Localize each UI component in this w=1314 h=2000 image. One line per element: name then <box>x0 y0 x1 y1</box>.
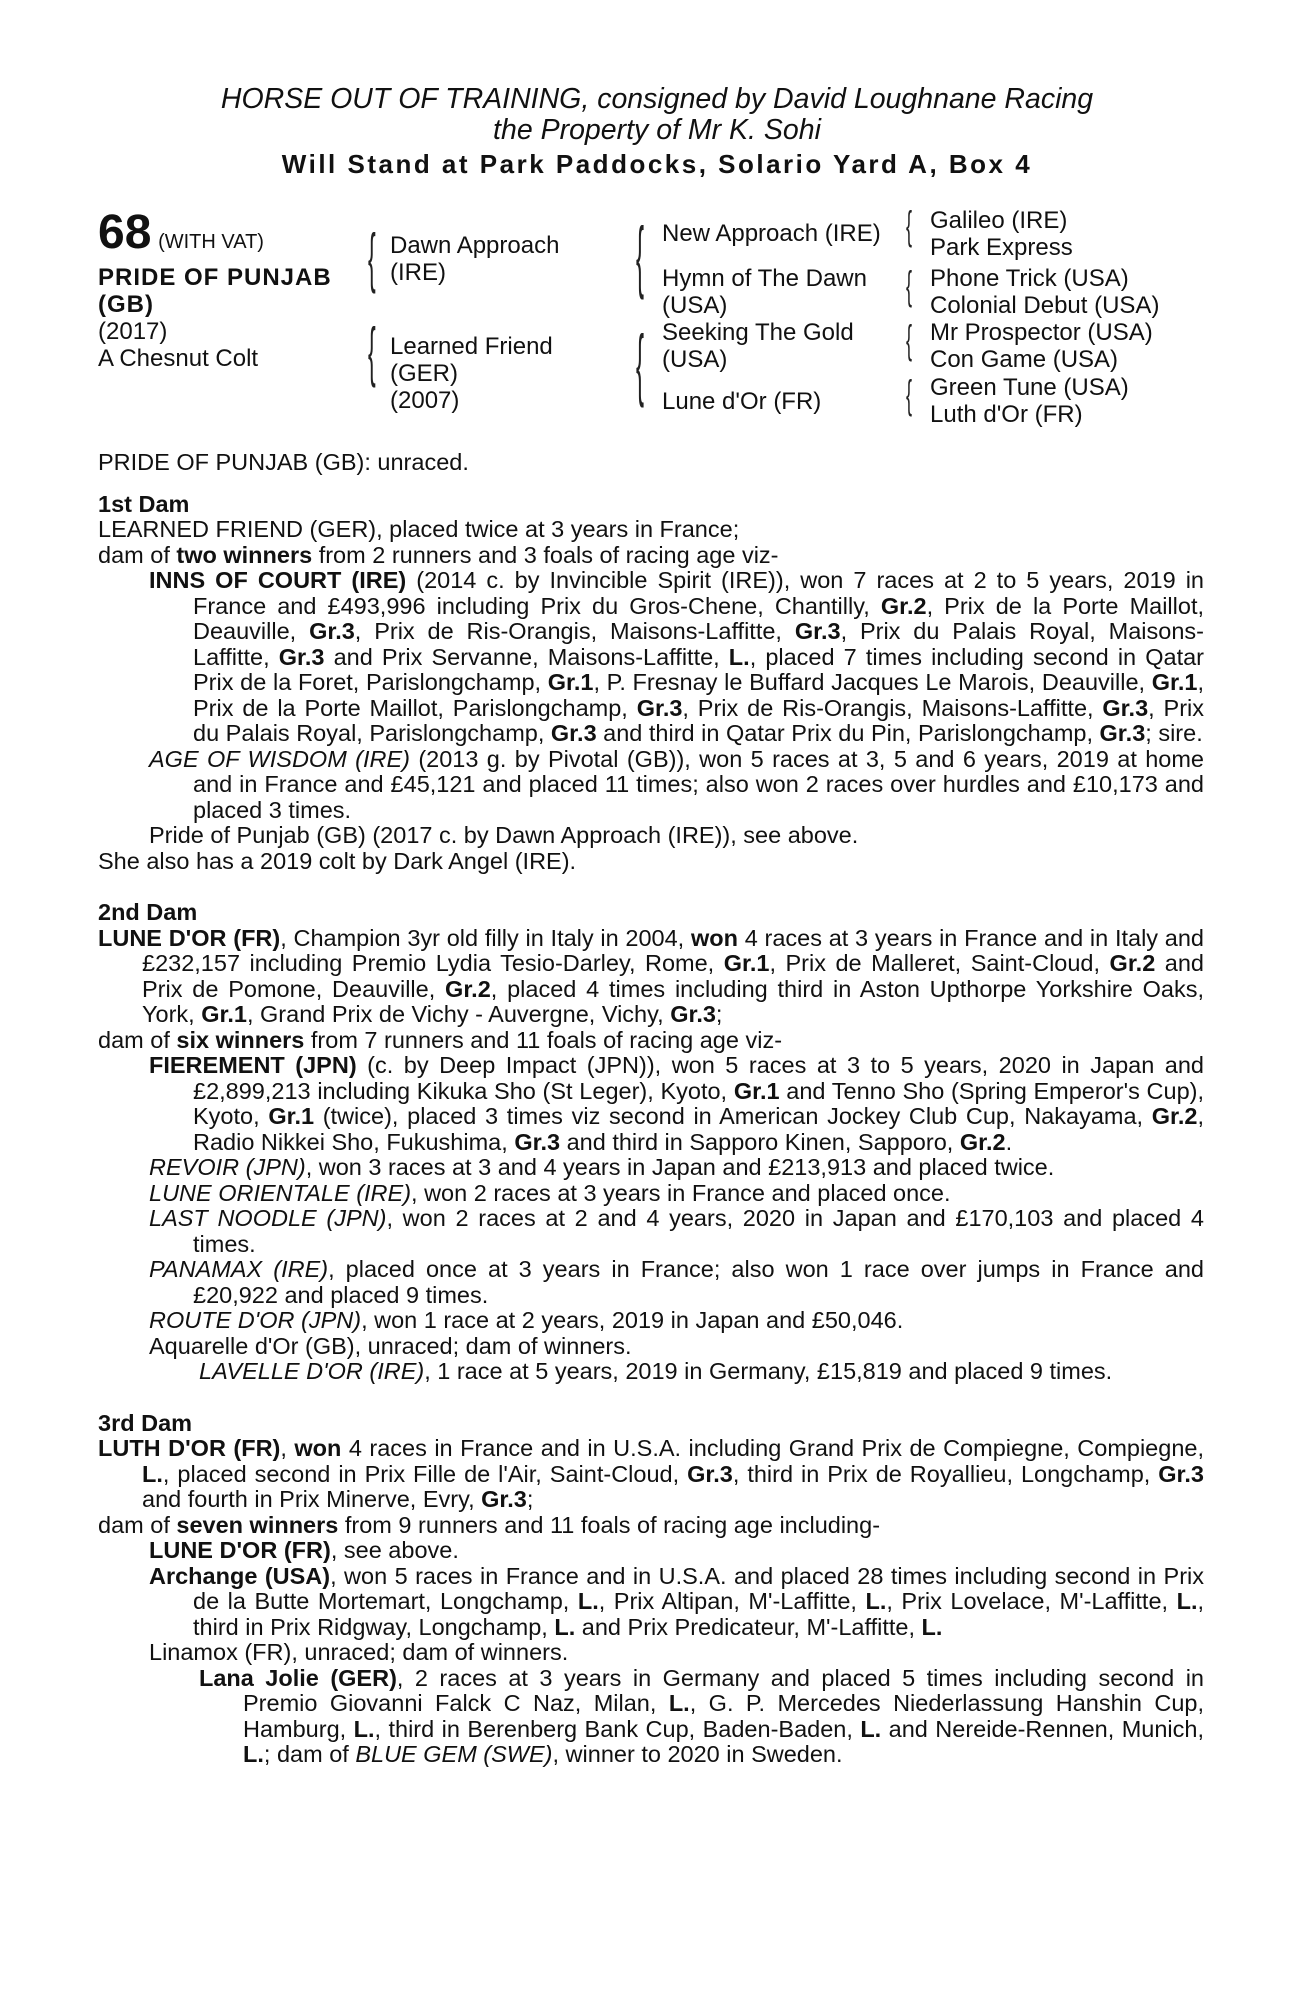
dam-dam-sire: Green Tune (USA) <box>930 374 1129 401</box>
property-line: the Property of Mr K. Sohi <box>493 114 821 146</box>
sire-sire-sire: Galileo (IRE) <box>930 207 1068 234</box>
dam-year: (2007) <box>390 387 460 414</box>
horse-country: (GB) <box>98 291 154 318</box>
produce-entry: Archange (USA), won 5 races in France and in U.S.A. and placed 28 times including second in Prix de la Butte Mortemart, Longchamp, L., Prix Altipan, M'-Laffitte, L., Prix Lovelace, M'-Laffitte, L., third in Prix Ridgway, Longchamp, L. and Prix Predicateur, M'-Laffitte, L. <box>149 1562 1205 1640</box>
unraced-note: PRIDE OF PUNJAB (GB): unraced. <box>98 449 469 475</box>
sire-sire-brace: { <box>636 211 645 300</box>
dam-sire-brace: { <box>636 319 645 408</box>
produce-entry: INNS OF COURT (IRE) (2014 c. by Invincible Spirit (IRE)), won 7 races at 2 to 5 years, 2019 in France and £493,996 including Prix du Gros-Chene, Chantilly, Gr.2, Prix de la Porte Maillot, Deauville, Gr.3, Prix de Ris-Orangis, Maisons-Laffitte, Gr.3, Prix du Palais Royal, Maisons-Laffitte, Gr.3 and Prix Servanne, Maisons-Laffitte, L., placed 7 times including second in Qatar Prix de la Foret, Parislongchamp, Gr.1, P. Fresnay le Buffard Jacques Le Marois, Deauville, Gr.1, Prix de la Porte Maillot, Parislongchamp, Gr.3, Prix de Ris-Orangis, Maisons-Laffitte, Gr.3, Prix du Palais Royal, Parislongchamp, Gr.3 and third in Qatar Prix du Pin, Parislongchamp, Gr.3; sire. <box>149 567 1204 746</box>
sire-country: (IRE) <box>390 259 446 286</box>
dam-country: (GER) <box>390 360 458 387</box>
produce-entry: Pride of Punjab (GB) (2017 c. by Dawn Approach (IRE)), see above. <box>149 822 859 848</box>
third-dam-produce: dam of seven winners from 9 runners and 11 foals of racing age including- <box>98 1511 881 1538</box>
sire-dam-country: (USA) <box>662 292 728 319</box>
sire-brace: { <box>368 220 376 294</box>
produce-entry: LAVELLE D'OR (IRE), 1 race at 5 years, 2019 in Germany, £15,819 and placed 9 times. <box>199 1358 1113 1384</box>
first-dam-foal: She also has a 2019 colt by Dark Angel (IRE). <box>98 847 577 874</box>
produce-entry: Aquarelle d'Or (GB), unraced; dam of winners. <box>149 1332 632 1359</box>
dam-brace: { <box>368 314 376 388</box>
dam-dam-dam: Luth d'Or (FR) <box>930 401 1083 428</box>
first-dam-produce: dam of two winners from 2 runners and 3 foals of racing age viz- <box>98 541 779 568</box>
dam-name: Learned Friend <box>390 333 553 360</box>
lot-info <box>98 208 332 372</box>
produce-entry: LUNE ORIENTALE (IRE), won 2 races at 3 years in France and placed once. <box>149 1179 951 1206</box>
catalogue-body <box>98 450 1204 1768</box>
second-dam-text: LUNE D'OR (FR), Champion 3yr old filly in Italy in 2004, won 4 races at 3 years in France and in Italy and £232,157 including Premio Lydia Tesio-Darley, Rome, Gr.1, Prix de Malleret, Saint-Cloud, Gr.2 and Prix de Pomone, Deauville, Gr.2, placed 4 times including third in Aston Upthorpe Yorkshire Oaks, York, Gr.1, Grand Prix de Vichy - Auvergne, Vichy, Gr.3; <box>98 924 1204 1027</box>
sire-sire: New Approach (IRE) <box>662 220 881 247</box>
third-dam-heading: 3rd Dam <box>98 1409 193 1436</box>
produce-entry: REVOIR (JPN), won 3 races at 3 and 4 years in Japan and £213,913 and placed twice. <box>149 1154 1055 1180</box>
produce-entry: ROUTE D'OR (JPN), won 1 race at 2 years, 2019 in Japan and £50,046. <box>149 1307 904 1333</box>
dam-sire-country: (USA) <box>662 346 728 373</box>
consignor-line: HORSE OUT OF TRAINING, consigned by David Loughnane Racing <box>220 83 1094 115</box>
produce-entry: AGE OF WISDOM (IRE) (2013 g. by Pivotal (GB)), won 5 races at 3, 5 and 6 years, 2019 at home and in France and £45,121 and placed 11 times; also won 2 races over hurdles and £10,173 and placed 3 times. <box>149 745 1204 823</box>
produce-entry: FIEREMENT (JPN) (c. by Deep Impact (JPN)), won 5 races at 3 to 5 years, 2020 in Japan and £2,899,213 including Kikuka Sho (St Leger), Kyoto, Gr.1 and Tenno Sho (Spring Emperor's Cup), Kyoto, Gr.1 (twice), placed 3 times viz second in American Jockey Club Cup, Nakayama, Gr.2, Radio Nikkei Sho, Fukushima, Gr.3 and third in Sapporo Kinen, Sapporo, Gr.2. <box>149 1052 1205 1155</box>
sire-dam-sire: Phone Trick (USA) <box>930 265 1129 292</box>
sire-dam: Hymn of The Dawn <box>662 265 867 292</box>
sire-dam-dam: Colonial Debut (USA) <box>930 292 1160 319</box>
first-dam-heading: 1st Dam <box>98 490 190 517</box>
second-dam-heading: 2nd Dam <box>98 899 198 925</box>
sire-name: Dawn Approach <box>390 232 560 259</box>
sire-sire-dam: Park Express <box>930 234 1073 261</box>
vat-note: (WITH VAT) <box>158 231 264 253</box>
horse-description: A Chesnut Colt <box>98 345 259 372</box>
produce-entry: PANAMAX (IRE), placed once at 3 years in France; also won 1 race over jumps in France and £20,922 and placed 9 times. <box>149 1256 1205 1308</box>
gg-brace-4: { <box>906 373 913 417</box>
horse-name: PRIDE OF PUNJAB <box>98 264 332 291</box>
stand-location: Will Stand at Park Paddocks, Solario Yard A, Box 4 <box>281 149 1033 179</box>
dam-sire-sire: Mr Prospector (USA) <box>930 319 1153 346</box>
dam-sire: Seeking The Gold <box>662 319 854 346</box>
produce-entry: Linamox (FR), unraced; dam of winners. <box>149 1639 569 1665</box>
second-dam-produce: dam of six winners from 7 runners and 11 foals of racing age viz- <box>98 1026 783 1053</box>
first-dam-text: LEARNED FRIEND (GER), placed twice at 3 years in France; <box>98 516 740 542</box>
third-dam-text: LUTH D'OR (FR), won 4 races in France and in U.S.A. including Grand Prix de Compiegne, Compiegne, L., placed second in Prix Fille de l'Air, Saint-Cloud, Gr.3, third in Prix de Royallieu, Longchamp, Gr.3 and fourth in Prix Minerve, Evry, Gr.3; <box>98 1435 1204 1512</box>
gg-brace-1: { <box>906 204 913 248</box>
produce-entry: LUNE D'OR (FR), see above. <box>149 1537 459 1563</box>
produce-entry: Lana Jolie (GER), 2 races at 3 years in Germany and placed 5 times including second in Premio Giovanni Falck C Naz, Milan, L., G. P. Mercedes Niederlassung Hanshin Cup, Hamburg, L., third in Berenberg Bank Cup, Baden-Baden, L. and Nereide-Rennen, Munich, L.; dam of BLUE GEM (SWE), winner to 2020 in Sweden. <box>199 1664 1205 1767</box>
catalogue-header <box>0 84 1314 180</box>
lot-number: 68 <box>98 206 152 259</box>
dam-sire-dam: Con Game (USA) <box>930 346 1119 373</box>
produce-entry: LAST NOODLE (JPN), won 2 races at 2 and 4 years, 2020 in Japan and £170,103 and placed 4 times. <box>149 1205 1204 1257</box>
gg-brace-3: { <box>906 318 913 362</box>
dam-dam: Lune d'Or (FR) <box>662 388 822 415</box>
horse-year: (2017) <box>98 318 168 345</box>
gg-brace-2: { <box>906 264 913 308</box>
